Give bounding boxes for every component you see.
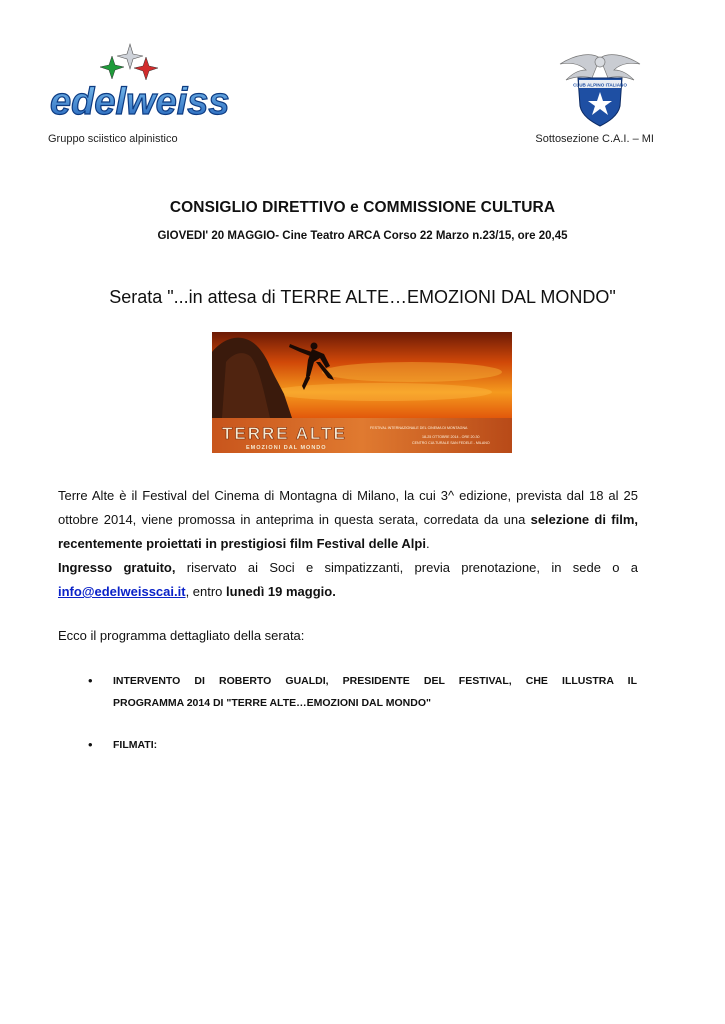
event-title: Serata "...in attesa di TERRE ALTE…EMOZIONI DAL MONDO" <box>109 287 616 307</box>
text-span: . <box>425 536 430 551</box>
text-line: INTERVENTO DI ROBERTO GUALDI, PRESIDENTE DEL FESTIVAL, CHE ILLUSTRA IL <box>113 675 637 687</box>
text-line <box>58 580 638 604</box>
terre-alte-banner <box>212 332 512 453</box>
text-span: ottobre 2014, viene promossa in anteprima in questa serata, corredata da una <box>58 512 531 527</box>
admission-paragraph <box>58 556 638 604</box>
banner-festival-line: FESTIVAL INTERNAZIONALE DEL CINEMA DI MONTAGNA <box>370 426 468 430</box>
banner-dates-line: 18-25 OTTOBRE 2014 - ORE 20.30 <box>422 435 480 439</box>
intro-paragraph <box>58 484 638 556</box>
emblem-text: CLUB ALPINO ITALIANO <box>573 82 627 88</box>
email-link[interactable]: info@edelweisscai.it <box>58 584 186 599</box>
bold-text: Ingresso gratuito, <box>58 560 176 575</box>
star-icon <box>100 44 158 80</box>
bold-text: recentemente proiettati in prestigiosi film Festival delle Alpi <box>58 536 426 551</box>
text-line <box>58 508 638 532</box>
list-item <box>88 734 638 758</box>
list-item-text <box>113 670 637 714</box>
header-caption-left: Gruppo sciistico alpinistico <box>48 133 178 145</box>
text-span: , entro <box>185 584 227 599</box>
text-line <box>58 556 638 580</box>
list-item-text: FILMATI: <box>113 739 158 751</box>
logo-wordmark: edelweiss <box>50 81 230 123</box>
text-line: PROGRAMMA 2014 DI "TERRE ALTE…EMOZIONI DAL MONDO" <box>113 697 431 709</box>
header-caption-right: Sottosezione C.A.I. – MI <box>535 133 654 145</box>
cai-emblem <box>556 50 644 128</box>
bullet-icon: • <box>88 673 93 688</box>
bold-text: lunedì 19 maggio. <box>226 584 336 599</box>
edelweiss-logo <box>48 40 230 123</box>
text-line <box>58 532 638 556</box>
banner-logo-text: TERRE ALTE <box>222 424 347 443</box>
banner-venue-line: CENTRO CULTURALE SAN FEDELE - MILANO <box>412 441 490 445</box>
bullet-icon: • <box>88 737 93 752</box>
text-line: Terre Alte è il Festival del Cinema di Montagna di Milano, la cui 3^ edizione, prevista dal 18 al 25 <box>58 488 638 503</box>
banner-tagline: EMOZIONI DAL MONDO <box>246 445 327 451</box>
list-item <box>88 670 638 716</box>
program-intro: Ecco il programma dettagliato della serata: <box>58 628 305 643</box>
page-title: CONSIGLIO DIRETTIVO e COMMISSIONE CULTURA <box>169 199 556 216</box>
bold-text: selezione di film, <box>530 512 638 527</box>
eagle-icon <box>560 55 640 80</box>
event-details: GIOVEDI' 20 MAGGIO- Cine Teatro ARCA Corso 22 Marzo n.23/15, ore 20,45 <box>157 230 568 242</box>
text-span: riservato ai Soci e simpatizzanti, previa prenotazione, in sede o a <box>175 560 638 575</box>
